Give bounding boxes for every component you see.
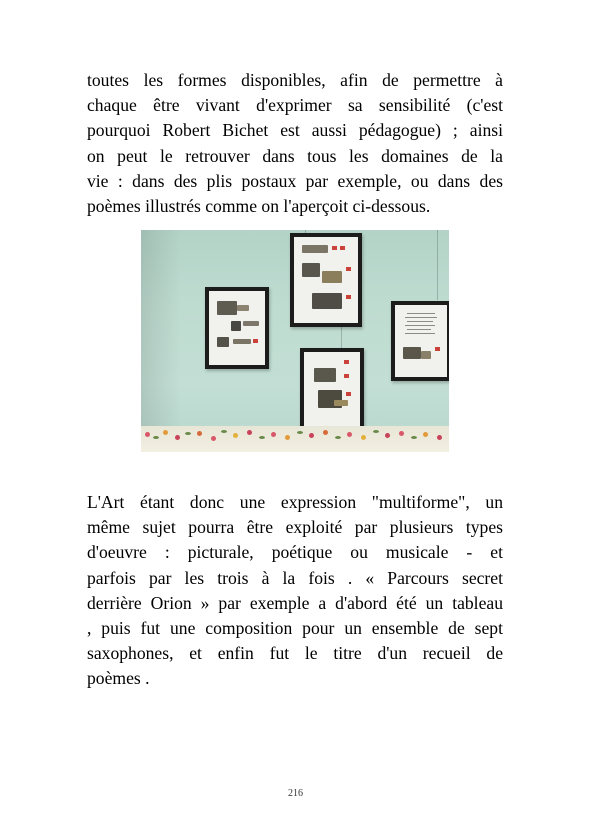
leaf [335, 436, 341, 439]
framed-postal-art [205, 287, 269, 369]
leaf [259, 436, 265, 439]
leaf [221, 430, 227, 433]
paragraph-2 [87, 490, 503, 692]
artwork-thumbnail [403, 347, 421, 359]
frame-mat [209, 291, 265, 365]
paragraph-1-line: chaque être vivant d'exprimer sa sensibilité (c'est [87, 95, 503, 116]
flower [437, 435, 442, 440]
artwork-thumbnail [231, 321, 241, 331]
stamp [346, 295, 351, 299]
artwork-thumbnail [302, 263, 320, 277]
paragraph-1 [87, 68, 503, 219]
poem-line [407, 313, 435, 314]
paragraph-2-line: d'oeuvre : picturale, poétique ou musicale - et [87, 542, 503, 563]
artwork-thumbnail [233, 339, 251, 344]
artwork-thumbnail [314, 368, 336, 382]
stamp [346, 392, 351, 396]
poem-line [407, 321, 433, 322]
artwork-thumbnail [421, 351, 431, 359]
flower [309, 433, 314, 438]
flower [399, 431, 404, 436]
artwork-thumbnail [302, 245, 328, 253]
paragraph-2-line: même sujet pourra être exploité par plusieurs types [87, 517, 503, 538]
framed-postal-art [290, 233, 362, 327]
flower [145, 432, 150, 437]
framed-postal-art [300, 348, 364, 430]
leaf [185, 432, 191, 435]
artwork-thumbnail [312, 293, 342, 309]
paragraph-1-line: poèmes illustrés comme on l'aperçoit ci-dessous. [87, 196, 431, 217]
poem-line [405, 317, 437, 318]
flower [361, 435, 366, 440]
flower [271, 432, 276, 437]
frame-mat [395, 305, 447, 377]
artwork-thumbnail [237, 305, 249, 311]
paragraph-1-line: pourquoi Robert Bichet est aussi pédagogue) ; ainsi [87, 120, 503, 141]
flower [163, 430, 168, 435]
stamp [340, 246, 345, 250]
artwork-thumbnail [217, 301, 237, 315]
paragraph-2-line: L'Art étant donc une expression "multiforme", un [87, 492, 503, 512]
flower [385, 433, 390, 438]
artwork-thumbnail [334, 400, 348, 406]
artwork-thumbnail [217, 337, 229, 347]
frame-mat [304, 352, 360, 426]
flower [197, 431, 202, 436]
exhibition-photo [141, 230, 449, 452]
paragraph-2-line: , puis fut une composition pour un ensemble de sept [87, 618, 503, 639]
paragraph-2-line: poèmes . [87, 668, 150, 689]
stamp [332, 246, 337, 250]
stamp [253, 339, 258, 343]
paragraph-1-line: on peut le retrouver dans tous les domaines de la [87, 145, 503, 166]
flower [423, 432, 428, 437]
artwork-thumbnail [322, 271, 342, 283]
framed-illustrated-poem [391, 301, 449, 381]
hanging-wire [437, 230, 438, 300]
paragraph-1-line: toutes les formes disponibles, afin de permettre à [87, 70, 503, 90]
leaf [297, 431, 303, 434]
flower [285, 435, 290, 440]
paragraph-1-line: vie : dans des plis postaux par exemple, ou dans des [87, 170, 503, 191]
artwork-thumbnail [243, 321, 259, 326]
flower [175, 435, 180, 440]
paragraph-2-line: derrière Orion » par exemple a d'abord été un tableau [87, 592, 503, 613]
photo-shadow [141, 230, 181, 452]
stamp [344, 374, 349, 378]
floral-frieze [141, 426, 449, 452]
page-number: 216 [288, 788, 303, 799]
paragraph-2-line: parfois par les trois à la fois . « Parcours secret [87, 567, 503, 588]
stamp [346, 267, 351, 271]
flower [233, 433, 238, 438]
flower [247, 430, 252, 435]
flower [323, 430, 328, 435]
flower [211, 436, 216, 441]
stamp [344, 360, 349, 364]
poem-line [405, 325, 435, 326]
leaf [373, 430, 379, 433]
stamp [435, 347, 440, 351]
flower [347, 432, 352, 437]
poem-line [407, 329, 431, 330]
poem-line [405, 333, 435, 334]
paragraph-2-line: saxophones, et enfin fut le titre d'un recueil de [87, 643, 503, 664]
leaf [153, 436, 159, 439]
leaf [411, 436, 417, 439]
frame-mat [294, 237, 358, 323]
